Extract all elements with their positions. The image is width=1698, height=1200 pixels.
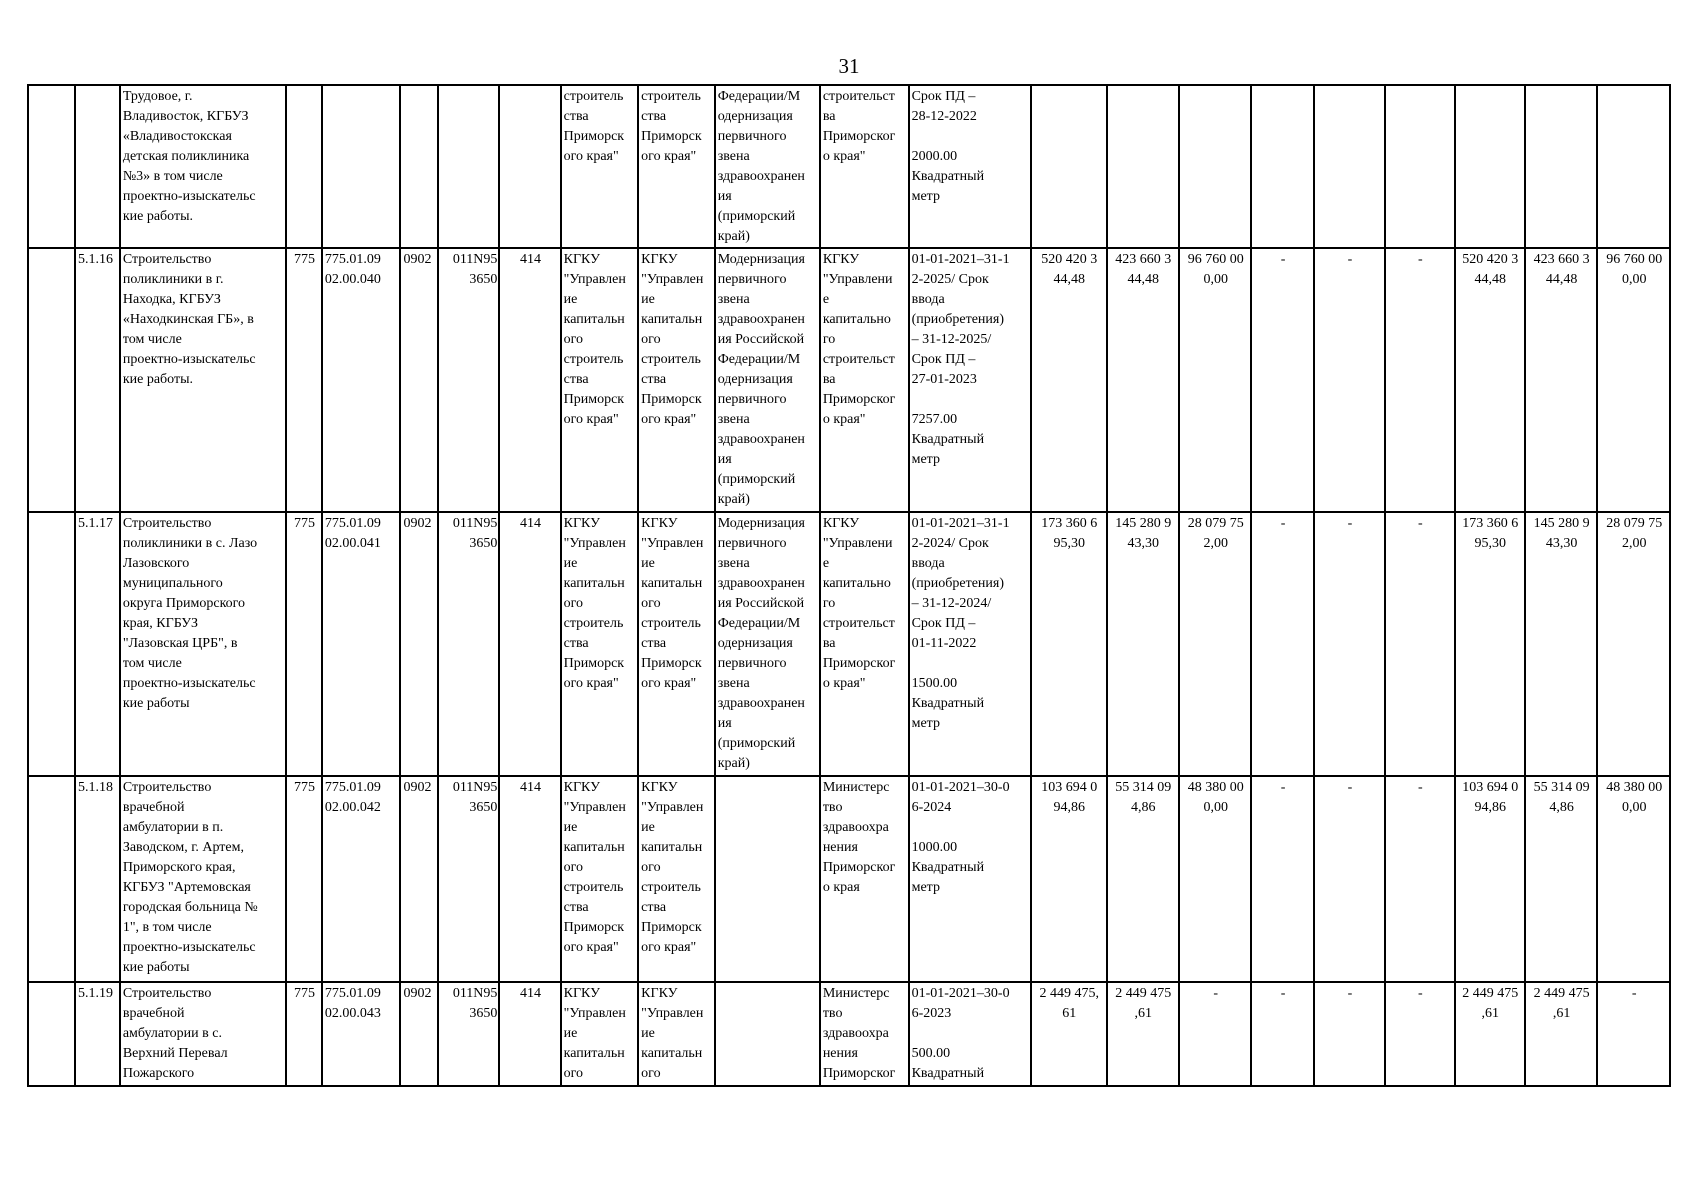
value-cell: 48 380 00 0,00 xyxy=(1179,776,1251,982)
builder-cell: КГКУ "Управлен ие капитальн ого xyxy=(638,982,715,1086)
value-cell: 103 694 0 94,86 xyxy=(1031,776,1107,982)
value-cell xyxy=(1251,85,1313,248)
value-cell: 48 380 00 0,00 xyxy=(1597,776,1670,982)
value-cell: - xyxy=(1314,512,1385,776)
value-cell: - xyxy=(1251,776,1313,982)
table-row xyxy=(28,776,1670,982)
value-cell: 2 449 475 ,61 xyxy=(1107,982,1179,1086)
value-cell xyxy=(1031,85,1107,248)
row-number: 5.1.19 xyxy=(75,982,120,1086)
rz-cell: 0902 xyxy=(400,248,438,512)
table-row xyxy=(28,982,1670,1086)
rz-cell: 0902 xyxy=(400,512,438,776)
value-cell: 55 314 09 4,86 xyxy=(1525,776,1597,982)
deadline-cell: 01-01-2021–30-0 6-2023 500.00 Квадратный xyxy=(909,982,1031,1086)
value-cell: - xyxy=(1385,776,1454,982)
object-name: Строительство врачебной амбулатории в п. Заводском, г. Артем, Приморского края, КГБУЗ "Артемовская городская больница № 1", в том числе проектно-изыскательс кие работы xyxy=(120,776,286,982)
object-name: Строительство врачебной амбулатории в с. Верхний Перевал Пожарского xyxy=(120,982,286,1086)
builder-cell: строитель ства Приморск ого края" xyxy=(638,85,715,248)
value-cell: - xyxy=(1385,512,1454,776)
table-row xyxy=(28,512,1670,776)
blank-cell xyxy=(28,776,75,982)
builder-cell: КГКУ "Управлен ие капитальн ого строитель ства Приморск ого края" xyxy=(638,776,715,982)
value-cell: 2 449 475 ,61 xyxy=(1525,982,1597,1086)
value-cell: 28 079 75 2,00 xyxy=(1597,512,1670,776)
builder-cell: КГКУ "Управлен ие капитальн ого строитель ства Приморск ого края" xyxy=(638,512,715,776)
csr-cell: 011N95 3650 xyxy=(438,512,499,776)
value-cell: - xyxy=(1385,982,1454,1086)
value-cell: - xyxy=(1597,982,1670,1086)
value-cell: 423 660 3 44,48 xyxy=(1525,248,1597,512)
csr-cell xyxy=(438,85,499,248)
value-cell: 28 079 75 2,00 xyxy=(1179,512,1251,776)
vr-cell: 414 xyxy=(499,982,560,1086)
value-cell: 103 694 0 94,86 xyxy=(1455,776,1525,982)
rz-cell: 0902 xyxy=(400,982,438,1086)
value-cell: 96 760 00 0,00 xyxy=(1179,248,1251,512)
customer-cell: КГКУ "Управлен ие капитальн ого строитель ства Приморск ого края" xyxy=(561,512,639,776)
deadline-cell: 01-01-2021–31-1 2-2024/ Срок ввода (приобретения) – 31-12-2024/ Срок ПД – 01-11-2022 1500.00 Квадратный метр xyxy=(909,512,1031,776)
value-cell: 145 280 9 43,30 xyxy=(1525,512,1597,776)
project-cell: Модернизация первичного звена здравоохранен ия Российской Федерации/М одернизация первичного звена здравоохранен ия (приморский край) xyxy=(715,512,820,776)
value-cell: 145 280 9 43,30 xyxy=(1107,512,1179,776)
object-name: Строительство поликлиники в с. Лазо Лазовского муниципального округа Приморского края, КГБУЗ "Лазовская ЦРБ", в том числе проектно-изыскательс кие работы xyxy=(120,512,286,776)
vr-cell: 414 xyxy=(499,776,560,982)
value-cell: - xyxy=(1251,512,1313,776)
value-cell xyxy=(1525,85,1597,248)
code-cell: 775 xyxy=(286,982,322,1086)
rz-cell xyxy=(400,85,438,248)
value-cell: 55 314 09 4,86 xyxy=(1107,776,1179,982)
grbs-cell: КГКУ "Управлени е капитально го строительст ва Приморског о края" xyxy=(820,512,909,776)
value-cell: 96 760 00 0,00 xyxy=(1597,248,1670,512)
grbs-cell: КГКУ "Управлени е капитально го строительст ва Приморског о края" xyxy=(820,248,909,512)
grbs-cell: Министерс тво здравоохра нения Приморског о края xyxy=(820,776,909,982)
program-table xyxy=(27,84,1671,1087)
value-cell: - xyxy=(1179,982,1251,1086)
value-cell: - xyxy=(1385,248,1454,512)
deadline-cell: 01-01-2021–30-0 6-2024 1000.00 Квадратный метр xyxy=(909,776,1031,982)
csr-cell: 011N95 3650 xyxy=(438,248,499,512)
value-cell: - xyxy=(1314,982,1385,1086)
customer-cell: КГКУ "Управлен ие капитальн ого строитель ства Приморск ого края" xyxy=(561,776,639,982)
row-number: 5.1.18 xyxy=(75,776,120,982)
csr-cell: 011N95 3650 xyxy=(438,776,499,982)
value-cell: - xyxy=(1251,248,1313,512)
row-number: 5.1.17 xyxy=(75,512,120,776)
value-cell xyxy=(1455,85,1525,248)
value-cell xyxy=(1179,85,1251,248)
value-cell: - xyxy=(1314,776,1385,982)
code-cell xyxy=(286,85,322,248)
blank-cell xyxy=(28,512,75,776)
value-cell: - xyxy=(1314,248,1385,512)
value-cell xyxy=(1385,85,1454,248)
value-cell: 520 420 3 44,48 xyxy=(1031,248,1107,512)
row-number xyxy=(75,85,120,248)
project-cell xyxy=(715,982,820,1086)
table-row xyxy=(28,248,1670,512)
value-cell: 173 360 6 95,30 xyxy=(1031,512,1107,776)
project-cell xyxy=(715,776,820,982)
vr-cell: 414 xyxy=(499,512,560,776)
grbs-cell: строительст ва Приморског о края" xyxy=(820,85,909,248)
project-cell: Модернизация первичного звена здравоохранен ия Российской Федерации/М одернизация первичного звена здравоохранен ия (приморский край) xyxy=(715,248,820,512)
value-cell: 2 449 475, 61 xyxy=(1031,982,1107,1086)
kcsr-cell: 775.01.09 02.00.040 xyxy=(322,248,401,512)
kcsr-cell: 775.01.09 02.00.042 xyxy=(322,776,401,982)
object-name: Строительство поликлиники в г. Находка, КГБУЗ «Находкинская ГБ», в том числе проектно-изыскательс кие работы. xyxy=(120,248,286,512)
code-cell: 775 xyxy=(286,248,322,512)
vr-cell: 414 xyxy=(499,248,560,512)
value-cell: 2 449 475 ,61 xyxy=(1455,982,1525,1086)
kcsr-cell xyxy=(322,85,401,248)
value-cell xyxy=(1597,85,1670,248)
object-name: Трудовое, г. Владивосток, КГБУЗ «Владивостокская детская поликлиника №3» в том числе проектно-изыскательс кие работы. xyxy=(120,85,286,248)
page-number: 31 xyxy=(838,54,860,78)
deadline-cell: 01-01-2021–31-1 2-2025/ Срок ввода (приобретения) – 31-12-2025/ Срок ПД – 27-01-2023 7257.00 Квадратный метр xyxy=(909,248,1031,512)
kcsr-cell: 775.01.09 02.00.043 xyxy=(322,982,401,1086)
vr-cell xyxy=(499,85,560,248)
builder-cell: КГКУ "Управлен ие капитальн ого строитель ства Приморск ого края" xyxy=(638,248,715,512)
grbs-cell: Министерс тво здравоохра нения Приморског xyxy=(820,982,909,1086)
value-cell xyxy=(1107,85,1179,248)
table-row xyxy=(28,85,1670,248)
value-cell: 423 660 3 44,48 xyxy=(1107,248,1179,512)
csr-cell: 011N95 3650 xyxy=(438,982,499,1086)
value-cell: - xyxy=(1251,982,1313,1086)
blank-cell xyxy=(28,982,75,1086)
value-cell: 520 420 3 44,48 xyxy=(1455,248,1525,512)
customer-cell: КГКУ "Управлен ие капитальн ого xyxy=(561,982,639,1086)
project-cell: Федерации/М одернизация первичного звена здравоохранен ия (приморский край) xyxy=(715,85,820,248)
value-cell xyxy=(1314,85,1385,248)
value-cell: 173 360 6 95,30 xyxy=(1455,512,1525,776)
kcsr-cell: 775.01.09 02.00.041 xyxy=(322,512,401,776)
deadline-cell: Срок ПД – 28-12-2022 2000.00 Квадратный метр xyxy=(909,85,1031,248)
blank-cell xyxy=(28,85,75,248)
row-number: 5.1.16 xyxy=(75,248,120,512)
code-cell: 775 xyxy=(286,512,322,776)
blank-cell xyxy=(28,248,75,512)
rz-cell: 0902 xyxy=(400,776,438,982)
code-cell: 775 xyxy=(286,776,322,982)
customer-cell: строитель ства Приморск ого края" xyxy=(561,85,639,248)
customer-cell: КГКУ "Управлен ие капитальн ого строитель ства Приморск ого края" xyxy=(561,248,639,512)
